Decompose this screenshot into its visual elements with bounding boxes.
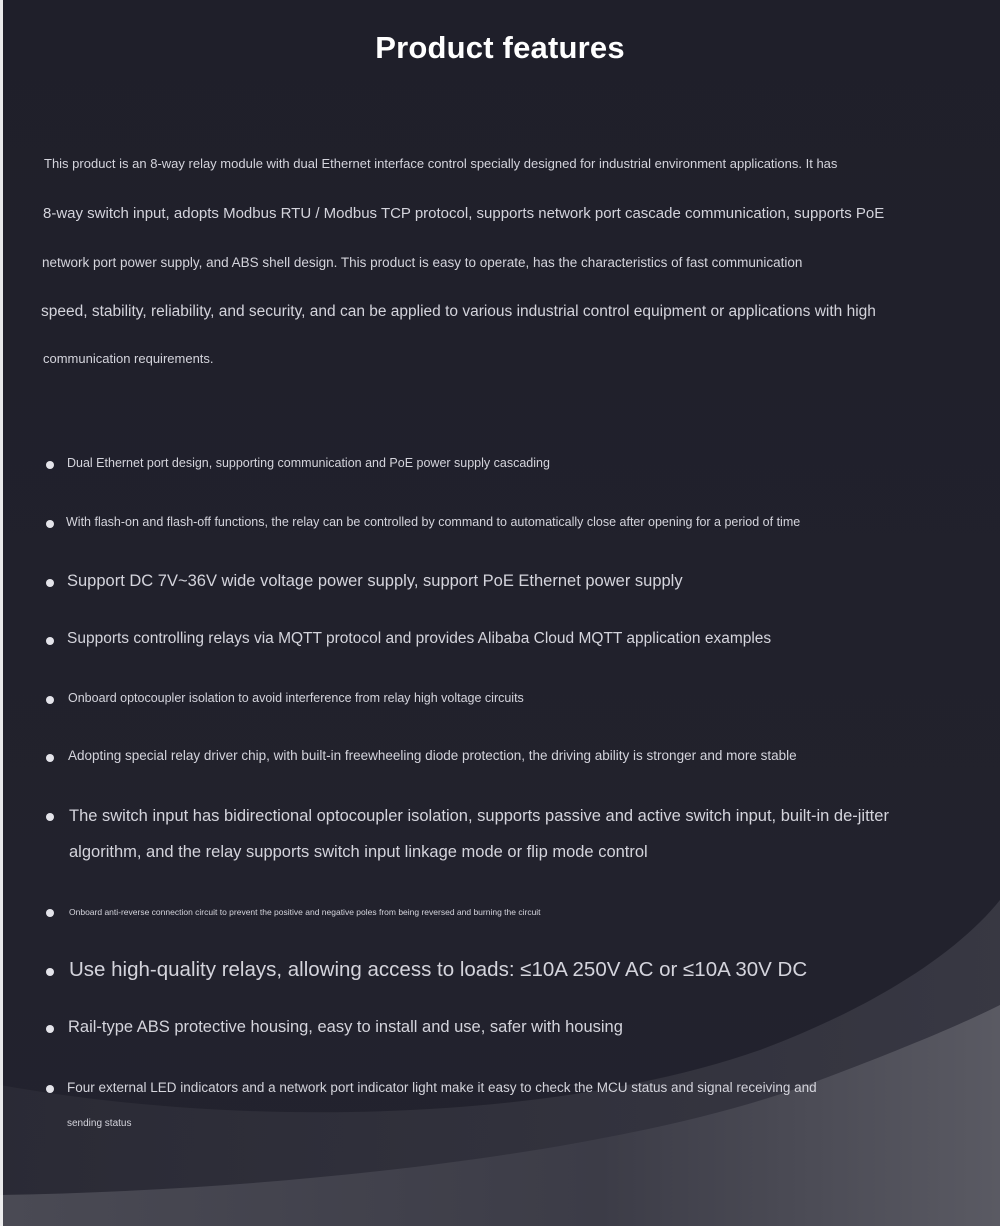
- intro-line: 8-way switch input, adopts Modbus RTU / Modbus TCP protocol, supports network port cascade communication, supports PoE: [43, 205, 885, 222]
- bullet-icon: [46, 909, 54, 917]
- bullet-icon: [46, 696, 54, 704]
- feature-text: Use high-quality relays, allowing access to loads: ≤10A 250V AC or ≤10A 30V DC: [69, 958, 808, 981]
- intro-line: network port power supply, and ABS shell design. This product is easy to operate, has the characteristics of fast communication: [42, 255, 803, 270]
- bullet-icon: [46, 461, 54, 469]
- feature-text: Four external LED indicators and a network port indicator light make it easy to check the MCU status and signal receiving and: [67, 1080, 817, 1095]
- feature-text: Onboard optocoupler isolation to avoid interference from relay high voltage circuits: [68, 691, 524, 705]
- bullet-icon: [46, 579, 54, 587]
- feature-text: Dual Ethernet port design, supporting communication and PoE power supply cascading: [67, 456, 550, 470]
- feature-text: Adopting special relay driver chip, with built-in freewheeling diode protection, the driving ability is stronger and more stable: [68, 748, 797, 763]
- bullet-icon: [46, 1085, 54, 1093]
- feature-text: Support DC 7V~36V wide voltage power supply, support PoE Ethernet power supply: [67, 572, 683, 590]
- bullet-icon: [46, 520, 54, 528]
- bullet-icon: [46, 1025, 54, 1033]
- bullet-icon: [46, 813, 54, 821]
- feature-text: Supports controlling relays via MQTT protocol and provides Alibaba Cloud MQTT application examples: [67, 630, 772, 647]
- intro-line: communication requirements.: [43, 351, 214, 366]
- bullet-icon: [46, 637, 54, 645]
- bullet-icon: [46, 754, 54, 762]
- intro-line: This product is an 8-way relay module with dual Ethernet interface control specially designed for industrial environment applications. It has: [44, 156, 838, 171]
- feature-text: Rail-type ABS protective housing, easy to install and use, safer with housing: [68, 1018, 623, 1036]
- feature-text: With flash-on and flash-off functions, the relay can be controlled by command to automatically close after opening for a period of time: [66, 515, 801, 529]
- feature-text: The switch input has bidirectional optocoupler isolation, supports passive and active switch input, built-in de-jitter: [69, 807, 889, 825]
- feature-text: sending status: [67, 1118, 132, 1129]
- intro-line: speed, stability, reliability, and security, and can be applied to various industrial control equipment or applications with high: [41, 303, 876, 320]
- feature-text: Onboard anti-reverse connection circuit to prevent the positive and negative poles from being reversed and burning the circuit: [69, 907, 541, 917]
- bullet-icon: [46, 968, 54, 976]
- page-title: Product features: [375, 30, 625, 65]
- feature-text: algorithm, and the relay supports switch input linkage mode or flip mode control: [69, 843, 648, 861]
